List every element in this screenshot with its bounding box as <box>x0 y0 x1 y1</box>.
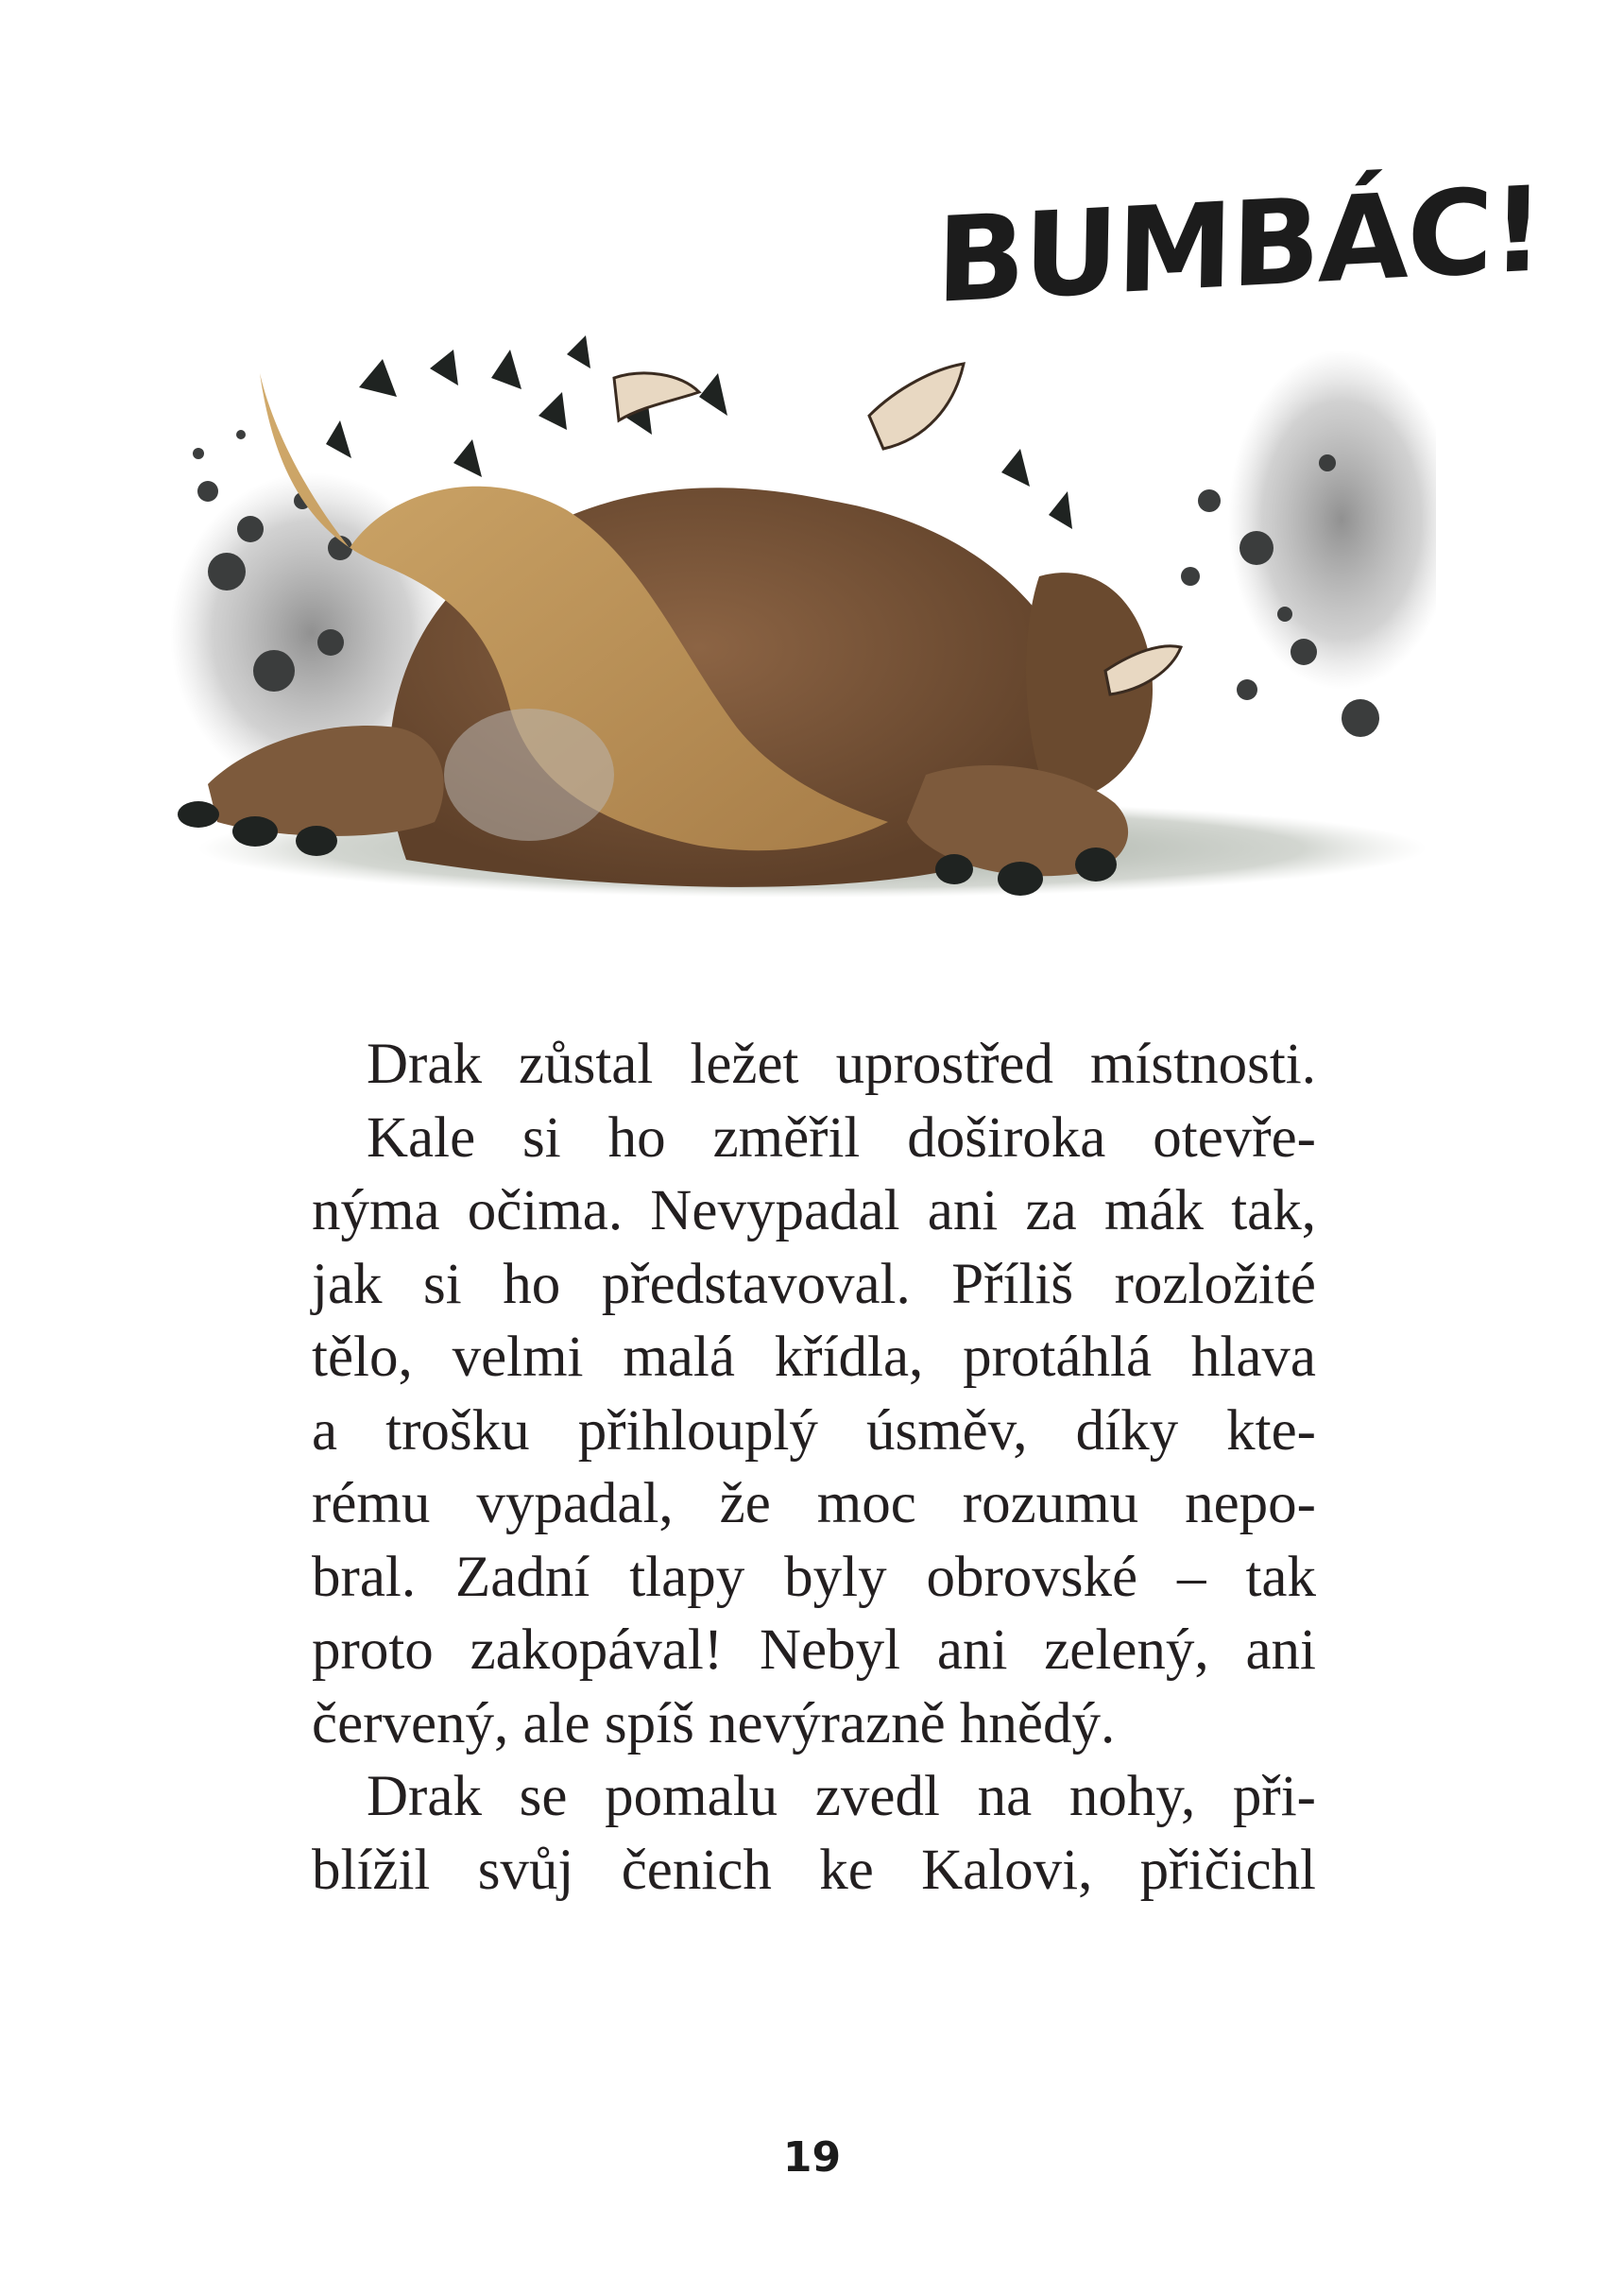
dust-cloud-right <box>1228 350 1436 690</box>
text-line: červený, ale spíš nevýrazně hnědý. <box>312 1691 1116 1755</box>
page-number: 19 <box>782 2133 842 2182</box>
text-line: rému vypadal, že moc rozumu nepo- <box>312 1472 1316 1535</box>
dragon-wing-left <box>614 373 699 420</box>
text-line: Drak se pomalu zvedl na nohy, při- <box>367 1765 1316 1828</box>
text-line: bral. Zadní tlapy byly obrovské – tak <box>312 1545 1316 1609</box>
text-line: nýma očima. Nevypadal ani za mák tak, <box>312 1179 1316 1242</box>
dragon-illustration <box>170 331 1436 954</box>
text-line: blížil svůj čenich ke Kalovi, přičichl <box>312 1838 1316 1902</box>
dragon-wing-right <box>869 364 964 449</box>
sound-effect-title: BUMBÁC! <box>934 162 1545 331</box>
text-line: Drak zůstal ležet uprostřed místnosti. <box>367 1033 1316 1096</box>
text-line: tělo, velmi malá křídla, protáhlá hlava <box>312 1326 1316 1389</box>
smoke-puff <box>444 709 614 841</box>
text-line: a trošku přihlouplý úsměv, díky kte- <box>312 1398 1316 1463</box>
story-text <box>312 1028 1316 1907</box>
text-line: proto zakopával! Nebyl ani zelený, ani <box>312 1618 1316 1682</box>
text-line: jak si ho představoval. Příliš rozložité <box>312 1252 1316 1316</box>
text-line: Kale si ho změřil doširoka otevře- <box>367 1105 1316 1170</box>
